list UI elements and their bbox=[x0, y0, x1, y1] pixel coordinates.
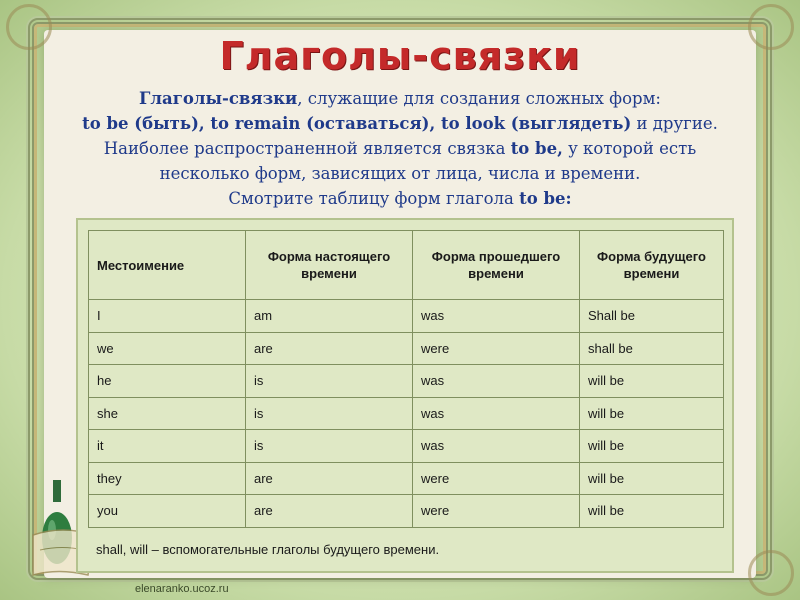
intro-line1: , служащие для создания сложных форм: bbox=[297, 89, 661, 108]
cell-pronoun: he bbox=[89, 365, 246, 398]
cell-past: was bbox=[413, 300, 580, 333]
cell-pronoun: they bbox=[89, 462, 246, 495]
table-row bbox=[89, 462, 724, 495]
cell-future: will be bbox=[580, 430, 724, 463]
intro-to-be-2: to be: bbox=[519, 189, 572, 208]
table-container bbox=[76, 218, 734, 573]
header-past: Форма прошедшего времени bbox=[413, 231, 580, 300]
header-pronoun: Местоимение bbox=[89, 231, 246, 300]
cell-present: is bbox=[246, 430, 413, 463]
cell-future: shall be bbox=[580, 332, 724, 365]
cell-pronoun: she bbox=[89, 397, 246, 430]
header-future: Форма будущего времени bbox=[580, 231, 724, 300]
cell-present: are bbox=[246, 332, 413, 365]
intro-line3-rest: у которой есть bbox=[562, 139, 697, 158]
cell-past: were bbox=[413, 332, 580, 365]
intro-examples: to be (быть), to remain (оставаться), to look (выглядеть) bbox=[82, 114, 632, 133]
intro-line4: несколько форм, зависящих от лица, числа и времени. bbox=[159, 164, 641, 183]
table-row bbox=[89, 332, 724, 365]
header-present: Форма настоящего времени bbox=[246, 231, 413, 300]
cell-past: was bbox=[413, 397, 580, 430]
cell-present: are bbox=[246, 462, 413, 495]
intro-term: Глаголы-связки bbox=[139, 89, 298, 108]
cell-pronoun: it bbox=[89, 430, 246, 463]
cell-future: will be bbox=[580, 495, 724, 528]
cell-pronoun: I bbox=[89, 300, 246, 333]
intro-line3: Наиболее распространенной является связка bbox=[103, 139, 511, 158]
cell-present: is bbox=[246, 397, 413, 430]
cell-past: was bbox=[413, 430, 580, 463]
table-row bbox=[89, 397, 724, 430]
table-row bbox=[89, 495, 724, 528]
cell-future: Shall be bbox=[580, 300, 724, 333]
cell-past: were bbox=[413, 462, 580, 495]
corner-ornament-icon bbox=[748, 550, 794, 596]
verb-forms-table bbox=[88, 230, 724, 528]
cell-past: was bbox=[413, 365, 580, 398]
cell-pronoun: we bbox=[89, 332, 246, 365]
site-credit: elenaranko.ucoz.ru bbox=[135, 583, 229, 595]
table-row bbox=[89, 300, 724, 333]
intro-line5: Смотрите таблицу форм глагола bbox=[228, 189, 520, 208]
cell-present: are bbox=[246, 495, 413, 528]
footnote: shall, will – вспомогательные глаголы будущего времени. bbox=[96, 542, 440, 557]
cell-past: were bbox=[413, 495, 580, 528]
intro-to-be: to be, bbox=[510, 139, 563, 158]
table-header-row bbox=[89, 231, 724, 300]
cell-future: will be bbox=[580, 365, 724, 398]
page-title: Глаголы-связки bbox=[219, 34, 581, 78]
cell-present: am bbox=[246, 300, 413, 333]
cell-future: will be bbox=[580, 462, 724, 495]
cell-present: is bbox=[246, 365, 413, 398]
table-row bbox=[89, 365, 724, 398]
table-row bbox=[89, 430, 724, 463]
cell-pronoun: you bbox=[89, 495, 246, 528]
intro-text bbox=[60, 86, 740, 211]
cell-future: will be bbox=[580, 397, 724, 430]
intro-line2: и другие. bbox=[631, 114, 718, 133]
